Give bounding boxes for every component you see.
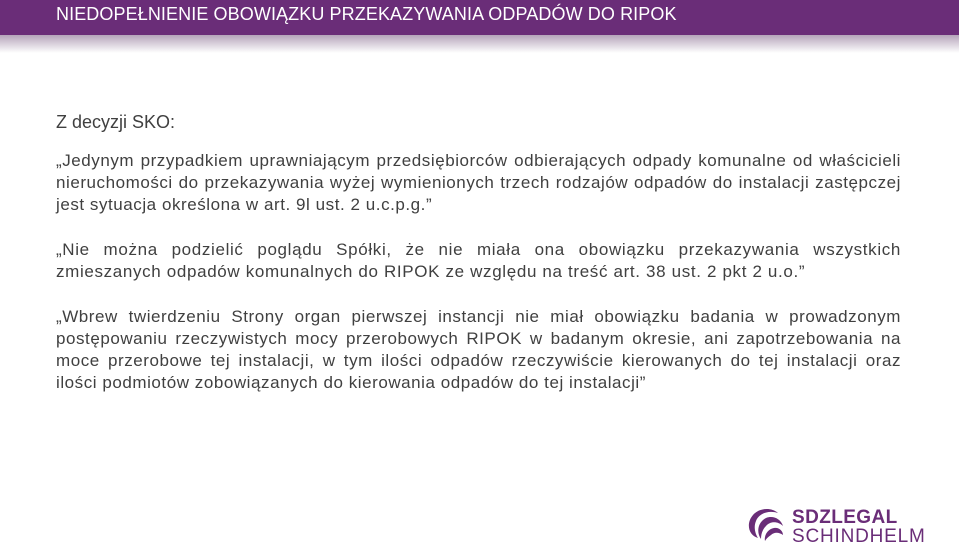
page-title: NIEDOPEŁNIENIE OBOWIĄZKU PRZEKAZYWANIA ODPADÓW DO RIPOK [56,4,677,24]
intro-text: Z decyzji SKO: [56,112,176,132]
quote-paragraph-2: „Nie można podzielić poglądu Spółki, że nie miała ona obowiązku przekazywania wszystkich zmieszanych odpadów komunalnych do RIPOK ze względu na treść art. 38 ust. 2 pkt 2 u.o.” [56,240,901,281]
sdz-swirl-logo-icon [744,505,786,545]
quote-paragraph-1: „Jedynym przypadkiem uprawniającym przedsiębiorców odbierających odpady komunalne od właścicieli nieruchomości do przekazywania wyżej wymienionych trzech rodzajów odpadów do instalacji zastępczej jest sytuacja określona w art. 9l ust. 2 u.c.p.g.” [56,151,901,214]
logo-text-sdzlegal: SDZLEGAL [792,507,898,528]
header-bar [0,0,959,35]
logo-text-schindhelm: SCHINDHELM [792,526,926,547]
header-shadow [0,35,959,53]
company-logo [744,504,924,546]
quote-paragraph-3: „Wbrew twierdzeniu Strony organ pierwszej instancji nie miał obowiązku badania w prowadzonym postępowaniu rzeczywistych mocy przerobowych RIPOK w badanym okresie, ani zapotrzebowania na moce przerobowe tej instalacji, w tym ilości odpadów rzeczywiście kierowanych do tej instalacji oraz ilości podmiotów zobowiązanych do kierowania odpadów do tej instalacji” [56,307,901,392]
slide-content [56,110,901,417]
